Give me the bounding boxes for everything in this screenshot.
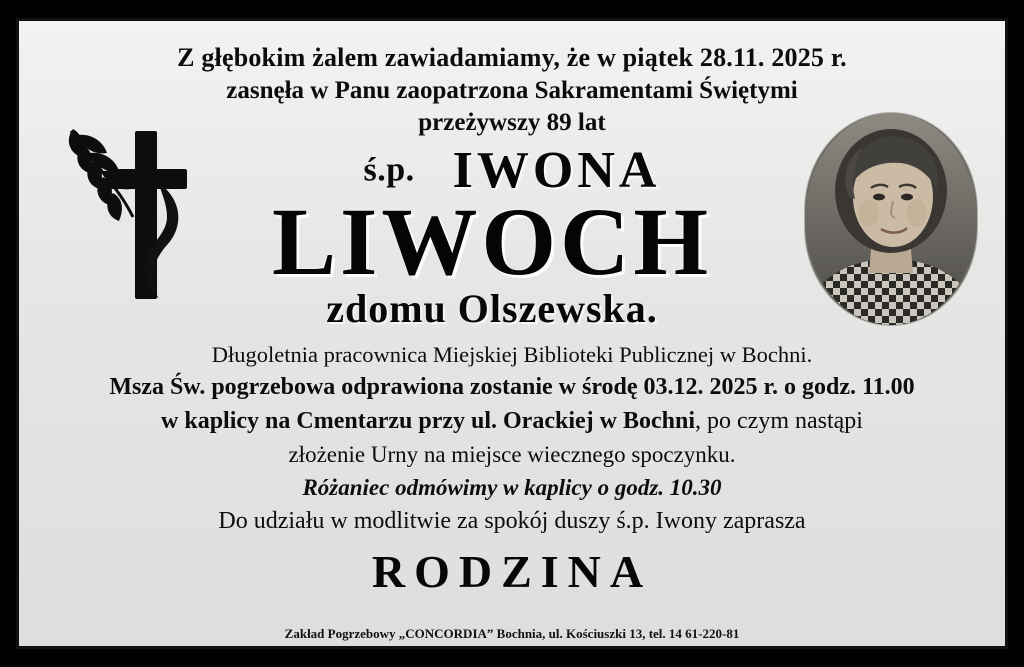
first-name: IWONA	[452, 141, 661, 199]
invitation-line: Do udziału w modlitwie za spokój duszy ś.p. Iwony zaprasza	[218, 508, 806, 535]
mass-prefix: Msza Św. pogrzebowa odprawiona zostanie	[109, 374, 559, 401]
intro-line-1: Z głębokim żalem zawiadamiamy, że w piątek 28.11. 2025 r.	[177, 43, 847, 72]
rosary-line: Różaniec odmówimy w kaplicy o godz. 10.30	[302, 475, 722, 501]
urn-line: złożenie Urny na miejsce wiecznego spoczynku.	[288, 442, 736, 468]
mass-line	[33, 372, 991, 403]
cross-with-palm-icon	[63, 113, 223, 323]
family-signature: RODZINA	[371, 546, 653, 598]
chapel-suffix: , po czym nastąpi	[695, 408, 863, 435]
mass-details: w środę 03.12. 2025 r. o godz. 11.00	[558, 374, 915, 401]
honorific: ś.p.	[363, 151, 415, 189]
chapel-line	[33, 406, 991, 437]
paper-background	[19, 21, 1005, 646]
intro-line-3: przeżywszy 89 lat	[418, 109, 606, 137]
deceased-portrait-photo	[805, 113, 977, 325]
inner-frame	[16, 18, 1008, 649]
body-block	[33, 340, 991, 538]
surname: LIWOCH	[271, 187, 713, 295]
occupation-line: Długoletnia pracownica Miejskiej Biblioteki Publicznej w Bochni.	[211, 341, 813, 367]
funeral-home-footer: Zakład Pogrzebowy „CONCORDIA” Bochnia, ul. Kościuszki 13, tel. 14 61-220-81	[284, 626, 740, 641]
maiden-name: zdomu Olszewska.	[326, 285, 658, 331]
chapel-details: w kaplicy na Cmentarzu przy ul. Orackiej w Bochni	[161, 408, 696, 435]
intro-line-2: zasnęła w Panu zaopatrzona Sakramentami Świętymi	[226, 76, 798, 104]
